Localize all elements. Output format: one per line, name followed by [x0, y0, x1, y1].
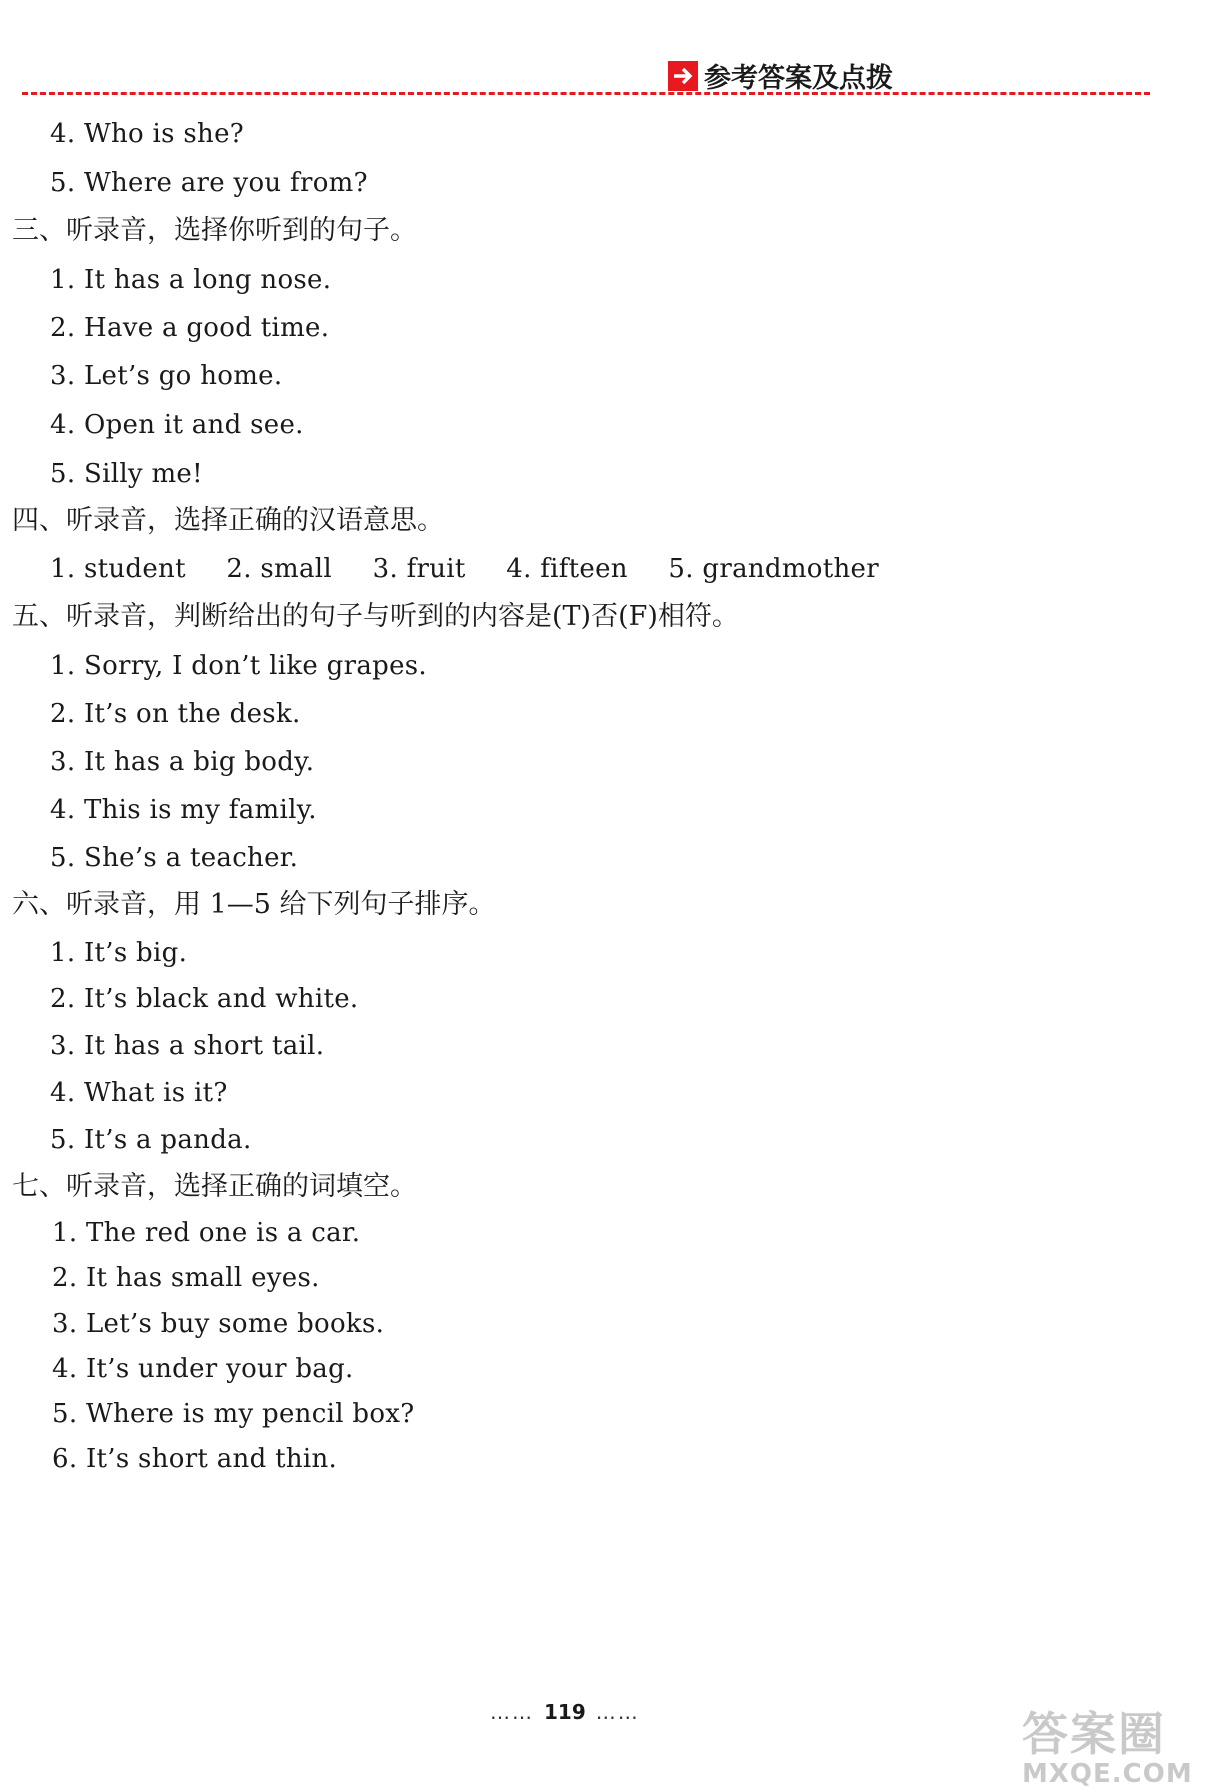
- page-footer: [490, 1700, 640, 1724]
- word-item: 5. grandmother: [668, 554, 879, 584]
- list-item: 2. Have a good time.: [50, 313, 330, 343]
- list-item: 5. Where are you from?: [50, 168, 368, 198]
- list-item: 4. This is my family.: [50, 795, 317, 825]
- watermark-logo: [1022, 1708, 1212, 1792]
- list-item: 1. The red one is a car.: [52, 1218, 361, 1248]
- header-divider: [22, 92, 1150, 95]
- list-item: 4. Who is she?: [50, 119, 244, 149]
- list-item: 2. It’s black and white.: [50, 984, 359, 1014]
- list-item: 3. It has a short tail.: [50, 1031, 325, 1061]
- watermark-url: MXQE.COM: [1022, 1759, 1193, 1789]
- word-item: 4. fifteen: [506, 554, 628, 584]
- list-item: 6. It’s short and thin.: [52, 1444, 338, 1474]
- section-heading: 四、听录音，选择正确的汉语意思。: [12, 505, 444, 536]
- header-title-text: 参考答案及点拨: [704, 63, 893, 94]
- page-header: [0, 0, 1213, 110]
- list-item: 4. It’s under your bag.: [52, 1354, 354, 1384]
- page-number: 119: [544, 1700, 586, 1724]
- list-item: 3. It has a big body.: [50, 747, 315, 777]
- list-item: 1. It’s big.: [50, 938, 188, 968]
- section-heading: 六、听录音，用 1—5 给下列句子排序。: [12, 889, 496, 920]
- list-item: 5. It’s a panda.: [50, 1125, 252, 1155]
- list-item: 4. Open it and see.: [50, 410, 304, 440]
- section-heading: 三、听录音，选择你听到的句子。: [12, 215, 417, 246]
- list-item: 3. Let’s buy some books.: [52, 1309, 385, 1339]
- list-item: 2. It has small eyes.: [52, 1263, 320, 1293]
- list-item: 5. Silly me!: [50, 459, 203, 489]
- list-item: 5. Where is my pencil box?: [52, 1399, 415, 1429]
- list-item: 1. Sorry, I don’t like grapes.: [50, 651, 427, 681]
- word-item: 1. student: [50, 554, 186, 584]
- list-item: 4. What is it?: [50, 1078, 228, 1108]
- list-item: 2. It’s on the desk.: [50, 699, 301, 729]
- footer-dots-right: ……: [595, 1700, 640, 1724]
- word-item: 3. fruit: [372, 554, 466, 584]
- section-heading: 五、听录音，判断给出的句子与听到的内容是(T)否(F)相符。: [12, 601, 739, 632]
- word-item: 2. small: [226, 554, 333, 584]
- footer-dots-left: ……: [490, 1700, 534, 1724]
- section-heading: 七、听录音，选择正确的词填空。: [12, 1171, 417, 1202]
- word-list: [50, 553, 911, 585]
- list-item: 3. Let’s go home.: [50, 361, 283, 391]
- list-item: 1. It has a long nose.: [50, 265, 332, 295]
- list-item: 5. She’s a teacher.: [50, 843, 299, 873]
- arrow-right-icon: [668, 61, 698, 91]
- watermark-text: 答案圈: [1022, 1707, 1166, 1761]
- header-title: [668, 56, 893, 95]
